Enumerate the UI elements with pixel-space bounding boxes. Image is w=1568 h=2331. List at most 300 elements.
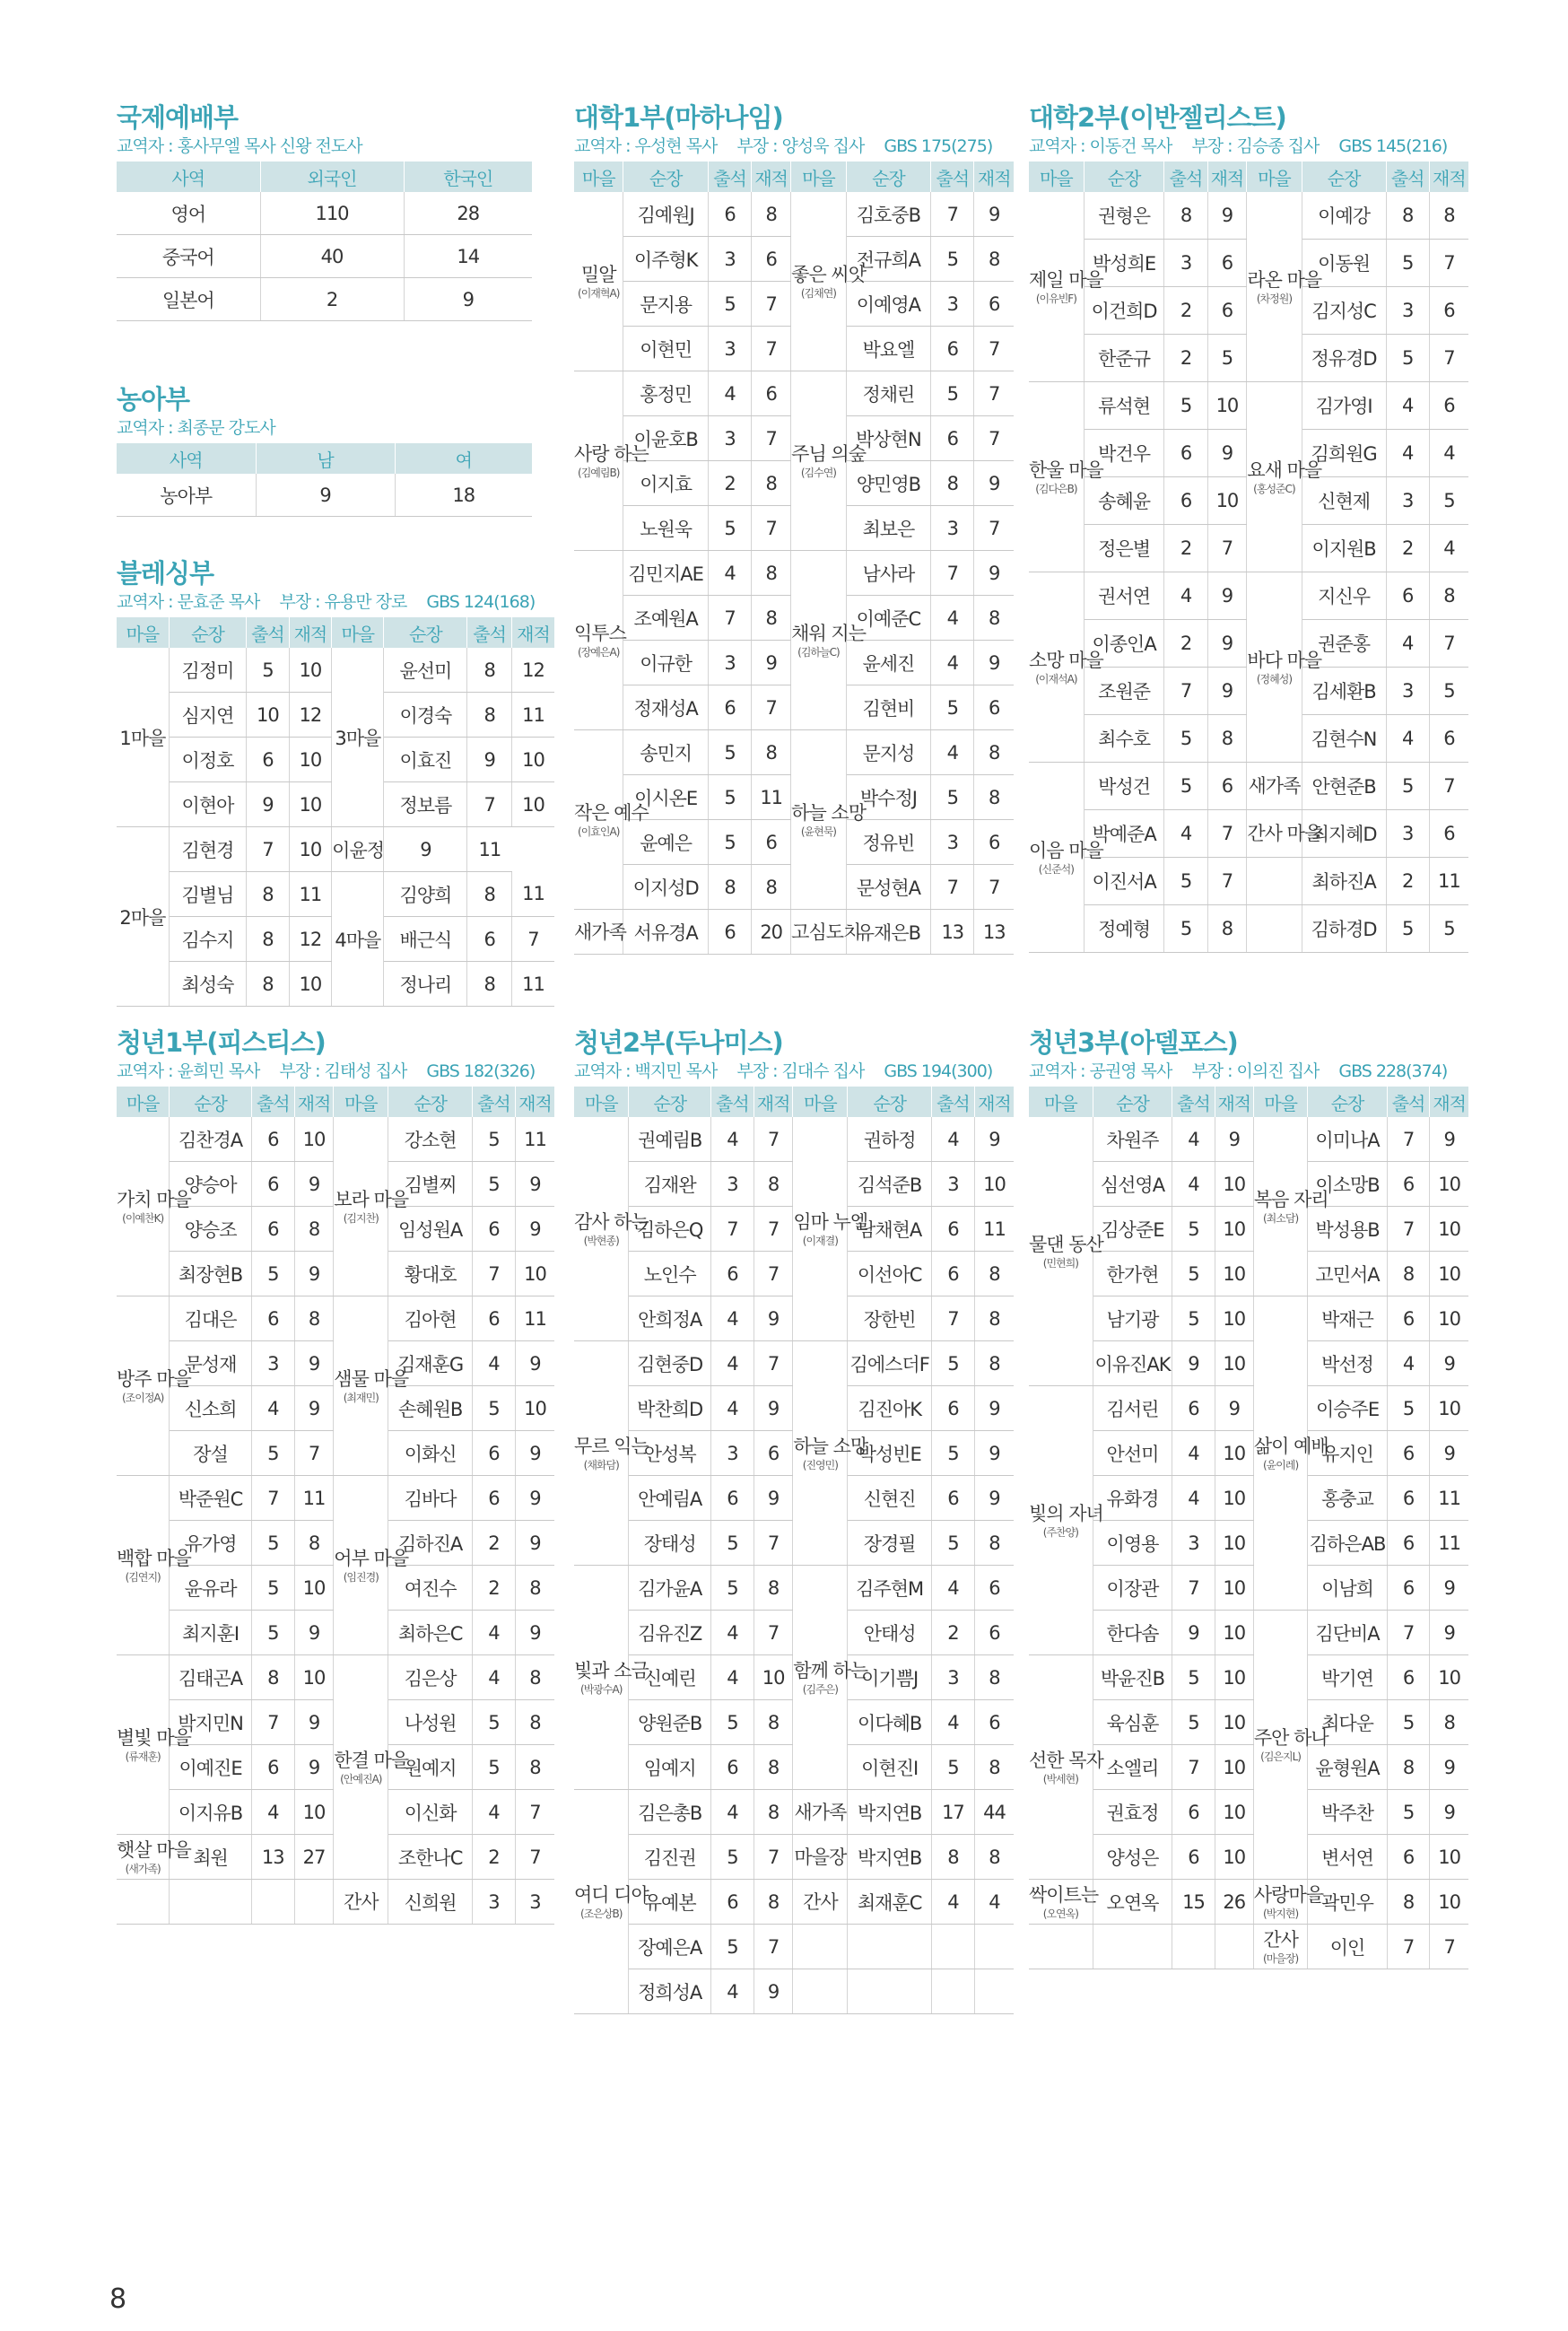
cell: 18: [395, 474, 532, 517]
cell: 8: [752, 461, 791, 506]
cell: 권준홍: [1302, 620, 1386, 668]
cell: 양성은: [1093, 1835, 1172, 1880]
cell: 김아현: [388, 1296, 473, 1341]
cell: 5: [1386, 763, 1429, 810]
cell: 4: [1386, 620, 1429, 668]
village-name: 빛의 자녀: [1029, 1502, 1103, 1524]
cell: 4: [931, 1880, 974, 1925]
cell: 최하진A: [1302, 858, 1386, 905]
cell: 권형은: [1084, 192, 1164, 240]
cell: 8: [754, 1700, 793, 1745]
cell: 9: [1207, 620, 1247, 668]
cell: 9: [384, 827, 467, 872]
cell: 13: [974, 910, 1014, 955]
cell: 장예은A: [629, 1925, 710, 1969]
cell: 11: [1430, 1521, 1468, 1566]
cell: 9: [754, 1476, 793, 1521]
table-row: [1029, 763, 1468, 810]
table-row: [117, 474, 532, 517]
table-row: [117, 235, 532, 278]
header-cell: 사역: [117, 162, 260, 192]
cell: 김지성C: [1302, 287, 1386, 335]
village-name: 간사 마을: [1247, 823, 1322, 844]
header-cell: 마을: [332, 617, 384, 648]
empty-cell: [793, 1925, 848, 1969]
cell: 8: [515, 1700, 554, 1745]
village-name: 백합 마을: [117, 1547, 191, 1569]
cell: 3: [1386, 810, 1429, 858]
youth2-section: [574, 1026, 1014, 2014]
cell: 7: [710, 1207, 754, 1252]
cell: 임예지: [629, 1745, 710, 1790]
cell: 박지연B: [848, 1790, 932, 1835]
cell: 안희정A: [629, 1296, 710, 1341]
cell: 10: [294, 1790, 334, 1835]
cell: 배근식: [384, 917, 467, 962]
cell: 3: [1164, 240, 1207, 287]
cell: 소엘리: [1093, 1745, 1172, 1790]
cell: 6: [974, 685, 1014, 730]
cell: 박주찬: [1308, 1790, 1388, 1835]
cell: [931, 1925, 974, 1969]
village-cell: [334, 1117, 409, 1296]
cell: 9: [1430, 1431, 1468, 1476]
cell: 7: [754, 1521, 793, 1566]
table-row: [1029, 905, 1468, 953]
cell: 9: [247, 782, 290, 827]
village-leader: (장예은A): [578, 645, 620, 659]
table-row: [1029, 1655, 1468, 1700]
cell: 5: [472, 1386, 515, 1431]
cell: 9: [1172, 1611, 1215, 1655]
village-name: 작은 예수: [574, 801, 649, 824]
deaf-title: 농아부: [117, 384, 190, 415]
cell: 5: [708, 730, 751, 775]
cell: 9: [752, 641, 791, 685]
cell: 9: [294, 1700, 334, 1745]
cell: 7: [754, 1117, 793, 1162]
cell: 이선아C: [848, 1252, 932, 1296]
cell: 6: [1207, 763, 1247, 810]
cell: 4: [251, 1386, 294, 1431]
village-leader: (김은지L): [1260, 1750, 1301, 1763]
cell: 이종인A: [1084, 620, 1164, 668]
cell: 6: [1429, 715, 1468, 763]
cell: 6: [251, 1117, 294, 1162]
village-cell: [793, 1566, 868, 1790]
cell: 곽민우: [1308, 1880, 1388, 1925]
cell: 8: [467, 648, 512, 693]
cell: 6: [1387, 1835, 1429, 1880]
village-cell: [574, 730, 649, 910]
cell: 12: [289, 917, 332, 962]
header-cell: 출석: [931, 1087, 974, 1117]
cell: 7: [511, 917, 554, 962]
cell: 11: [511, 962, 554, 1007]
cell: 9: [974, 192, 1014, 237]
cell: 10: [754, 1655, 793, 1700]
table-row: [1029, 1611, 1468, 1655]
cell: 윤예은: [623, 820, 708, 865]
cell: 8: [752, 730, 791, 775]
cell: 신예린: [629, 1655, 710, 1700]
cell: 이남희: [1308, 1566, 1388, 1611]
table-row: [117, 1296, 554, 1341]
village-leader: (이유빈F): [1035, 292, 1076, 305]
cell: 8: [974, 1521, 1014, 1566]
cell: 안선미: [1093, 1431, 1172, 1476]
cell: 5: [1386, 335, 1429, 382]
cell: 6: [251, 1162, 294, 1207]
cell: 10: [511, 738, 554, 782]
cell: 5: [1172, 1252, 1215, 1296]
header-cell: 출석: [1172, 1087, 1215, 1117]
table-row: [574, 730, 1014, 775]
village-leader: (정혜성): [1256, 672, 1292, 685]
header-cell: 사역: [117, 443, 256, 474]
header-cell: 순장: [384, 617, 467, 648]
header-cell: 마을: [793, 1087, 848, 1117]
cell: 6: [472, 1431, 515, 1476]
village-cell: 4마을: [332, 872, 384, 1007]
cell: 4: [931, 641, 974, 685]
table-row: [1029, 1117, 1468, 1162]
village-cell: [117, 1655, 191, 1835]
cell: 10: [1430, 1296, 1468, 1341]
cell: 4: [1164, 572, 1207, 620]
village-cell: 2마을: [117, 827, 169, 1007]
header-cell: 재적: [1215, 1087, 1253, 1117]
cell: 10: [1215, 1476, 1253, 1521]
cell: 4: [472, 1341, 515, 1386]
village-name: 밀알: [580, 263, 616, 285]
cell: 이다혜B: [848, 1700, 932, 1745]
cell: 26: [1215, 1880, 1253, 1925]
cell: 6: [1207, 287, 1247, 335]
intl-pastor: 교역자 : 홍사무엘 목사 신왕 전도사: [117, 136, 362, 156]
cell: 10: [1215, 1252, 1253, 1296]
cell: 27: [294, 1835, 334, 1880]
header-cell: 재적: [511, 617, 554, 648]
cell: 9: [515, 1341, 554, 1386]
cell: 영어: [117, 192, 260, 235]
table-row: [1029, 1835, 1468, 1880]
cell: 5: [1164, 858, 1207, 905]
cell: 9: [515, 1162, 554, 1207]
cell: 7: [251, 1700, 294, 1745]
cell: 8: [974, 1252, 1014, 1296]
cell: 10: [1430, 1162, 1468, 1207]
cell: 10: [1430, 1207, 1468, 1252]
cell: 김가영I: [1302, 382, 1386, 430]
cell: 7: [931, 551, 974, 596]
cell: 박상현N: [846, 416, 930, 461]
village-leader: (채화담): [583, 1458, 619, 1471]
cell: 5: [710, 1925, 754, 1969]
cell: 10: [511, 782, 554, 827]
village-leader: (김하늘C): [797, 645, 840, 659]
cell: 6: [931, 1386, 974, 1431]
village-name: 한결 마을: [334, 1749, 409, 1771]
cell: 김가윤A: [629, 1566, 710, 1611]
village-leader: (김채연): [800, 286, 836, 300]
cell: 4: [710, 1655, 754, 1700]
village-name: 싹이트는: [1029, 1883, 1099, 1906]
cell: 이지유B: [170, 1790, 252, 1835]
cell: 김단비A: [1308, 1611, 1388, 1655]
cell: 이윤정: [332, 827, 384, 872]
village-cell: [1029, 1386, 1103, 1655]
cell: 8: [974, 596, 1014, 641]
village-cell: [1247, 382, 1322, 572]
cell: 10: [1207, 382, 1247, 430]
cell: 6: [472, 1296, 515, 1341]
header-cell: 마을: [117, 1087, 170, 1117]
cell: 11: [1430, 1476, 1468, 1521]
table-header: [574, 1087, 1014, 1117]
table-row: [1029, 1521, 1468, 1566]
cell: 농아부: [117, 474, 256, 517]
cell: 5: [1429, 905, 1468, 953]
cell: 고민서A: [1308, 1252, 1388, 1296]
cell: 9: [1430, 1611, 1468, 1655]
header-cell: 순장: [629, 1087, 710, 1117]
cell: 10: [289, 962, 332, 1007]
cell: 윤세진: [846, 641, 930, 685]
cell: 8: [1207, 715, 1247, 763]
intl-section: [117, 100, 532, 321]
village-name: 보라 마을: [334, 1188, 409, 1210]
cell: 이현아: [169, 782, 246, 827]
table-row: [117, 827, 554, 872]
cell: 5: [472, 1745, 515, 1790]
cell: 김양희: [384, 872, 467, 917]
village-cell: [117, 1117, 191, 1296]
village-name: 새가족: [794, 1801, 847, 1823]
village-name: 좋은 씨앗: [791, 263, 866, 285]
village-cell: [1253, 1117, 1328, 1296]
village-leader: (신준석): [1038, 862, 1074, 876]
cell: 6: [247, 738, 290, 782]
cell: 5: [1172, 1700, 1215, 1745]
cell: 5: [710, 1521, 754, 1566]
cell: 6: [1429, 810, 1468, 858]
cell: 7: [1387, 1207, 1429, 1252]
cell: 9: [294, 1611, 334, 1655]
village-leader: (김다은B): [1035, 482, 1077, 495]
table-header: [117, 617, 554, 648]
cell: 강소현: [388, 1117, 473, 1162]
cell: 5: [931, 1521, 974, 1566]
youth1-table: [117, 1087, 554, 1925]
cell: 8: [247, 962, 290, 1007]
cell: 문지성: [846, 730, 930, 775]
cell: 12: [511, 648, 554, 693]
cell: 유지인: [1308, 1431, 1388, 1476]
cell: 김수지: [169, 917, 246, 962]
cell: 6: [251, 1296, 294, 1341]
header-cell: 출석: [251, 1087, 294, 1117]
cell: 4: [1387, 1341, 1429, 1386]
table-row: [1029, 1341, 1468, 1386]
village-leader: (마을장): [1263, 1951, 1299, 1965]
cell: 3: [708, 237, 751, 282]
cell: 10: [294, 1117, 334, 1162]
cell: 6: [708, 910, 751, 955]
intl-title: 국제예배부: [117, 102, 239, 133]
cell: 6: [1387, 1296, 1429, 1341]
cell: 8: [752, 551, 791, 596]
cell: 5: [472, 1162, 515, 1207]
cell: 5: [1429, 668, 1468, 715]
cell: 4: [472, 1790, 515, 1835]
cell: 3: [251, 1341, 294, 1386]
cell: 김유진Z: [629, 1611, 710, 1655]
cell: 14: [404, 235, 532, 278]
cell: 15: [1172, 1880, 1215, 1925]
header-cell: 재적: [1429, 162, 1468, 192]
cell: 8: [1387, 1880, 1429, 1925]
cell: 9: [256, 474, 395, 517]
cell: 조예원A: [623, 596, 708, 641]
village-cell: 3마을: [332, 648, 384, 827]
cell: 7: [1164, 668, 1207, 715]
youth1-staff: 교역자 : 윤희민 목사 부장 : 김태성 집사 GBS 182(326): [117, 1061, 536, 1081]
cell: 문성재: [170, 1341, 252, 1386]
cell: 6: [708, 685, 751, 730]
cell: 8: [752, 192, 791, 237]
header-cell: 한국인: [404, 162, 532, 192]
table-row: [117, 278, 532, 321]
cell: 8: [1386, 192, 1429, 240]
cell: 신현제: [1302, 477, 1386, 525]
cell: 3: [710, 1431, 754, 1476]
cell: 2: [1386, 525, 1429, 572]
cell: 44: [974, 1790, 1014, 1835]
cell: 10: [1430, 1655, 1468, 1700]
cell: 박수정J: [846, 775, 930, 820]
cell: 5: [1387, 1386, 1429, 1431]
village-cell: [1247, 763, 1302, 810]
cell: 권예림B: [629, 1117, 710, 1162]
village-name: 무르 익는: [574, 1435, 649, 1457]
village-name: 바다 마을: [1247, 649, 1322, 671]
table-row: [1029, 1296, 1468, 1341]
cell: 9: [974, 1386, 1014, 1431]
village-cell: [334, 1880, 388, 1925]
cell: 4: [1386, 430, 1429, 477]
cell: 김바다: [388, 1476, 473, 1521]
cell: 9: [1430, 1566, 1468, 1611]
cell: 8: [931, 1835, 974, 1880]
cell: 정은별: [1084, 525, 1164, 572]
cell: 임성원A: [388, 1207, 473, 1252]
cell: 7: [931, 865, 974, 910]
village-leader: (민현희): [1042, 1256, 1078, 1270]
cell: 이소망B: [1308, 1162, 1388, 1207]
cell: 10: [1207, 477, 1247, 525]
cell: 5: [1429, 477, 1468, 525]
cell: 장한빈: [848, 1296, 932, 1341]
cell: 문지용: [623, 282, 708, 327]
youth2-title: 청년2부(두나미스): [574, 1027, 783, 1058]
village-name: 방주 마을: [117, 1367, 191, 1390]
village-leader: (김수연): [800, 466, 836, 479]
cell: 8: [294, 1207, 334, 1252]
header-cell: 출석: [1164, 162, 1207, 192]
header-cell: 재적: [752, 162, 791, 192]
table-row: [117, 1655, 554, 1700]
cell: 7: [1207, 525, 1247, 572]
cell: 이장관: [1093, 1566, 1172, 1611]
village-name: 채워 지는: [791, 622, 866, 644]
cell: 6: [931, 1207, 974, 1252]
village-name: 물댄 동산: [1029, 1233, 1103, 1255]
cell: 9: [515, 1431, 554, 1476]
cell: 4: [931, 730, 974, 775]
cell: 4: [1172, 1117, 1215, 1162]
village-name: 익투스: [574, 622, 626, 644]
cell: 6: [472, 1476, 515, 1521]
village-name: 주안 하나: [1253, 1726, 1328, 1749]
cell: 4: [710, 1341, 754, 1386]
village-leader: (박지현): [1263, 1907, 1299, 1920]
cell: 김하경D: [1302, 905, 1386, 953]
cell: 원예지: [388, 1745, 473, 1790]
cell: 이예영A: [846, 282, 930, 327]
cell: 11: [467, 827, 512, 872]
cell: 박기연: [1308, 1655, 1388, 1700]
table-header: [1029, 162, 1468, 192]
cell: 5: [708, 282, 751, 327]
cell: 5: [708, 820, 751, 865]
cell: 남사라: [846, 551, 930, 596]
village-cell: [793, 1880, 848, 1925]
village-name: 고심도치: [791, 921, 861, 943]
village-name: 간사: [344, 1890, 379, 1913]
header-cell: 출석: [472, 1087, 515, 1117]
cell: 5: [931, 237, 974, 282]
cell: 10: [294, 1566, 334, 1611]
cell: 황대호: [388, 1252, 473, 1296]
youth3-table: [1029, 1087, 1468, 1969]
cell: 8: [708, 865, 751, 910]
cell: 5: [1207, 335, 1247, 382]
cell: 6: [931, 416, 974, 461]
table-row: [117, 872, 554, 917]
cell: 6: [752, 237, 791, 282]
cell: 10: [1215, 1790, 1253, 1835]
cell: 10: [974, 1162, 1014, 1207]
table-row: [117, 648, 554, 693]
table-header: [117, 162, 532, 192]
cell: 양승아: [170, 1162, 252, 1207]
cell: 김주현M: [848, 1566, 932, 1611]
cell: 이현민: [623, 327, 708, 371]
cell: 6: [710, 1252, 754, 1296]
cell: 8: [974, 1655, 1014, 1700]
village-cell: [1029, 572, 1103, 763]
village-name: 감사 하는: [574, 1210, 649, 1233]
cell: 2: [1164, 525, 1207, 572]
cell: 8: [467, 872, 512, 917]
youth1-title: 청년1부(피스티스): [117, 1027, 326, 1058]
village-name: 새가족: [574, 921, 626, 943]
header-cell: 마을: [1029, 1087, 1093, 1117]
cell: 4: [1386, 382, 1429, 430]
cell: 7: [1429, 763, 1468, 810]
cell: 7: [931, 192, 974, 237]
